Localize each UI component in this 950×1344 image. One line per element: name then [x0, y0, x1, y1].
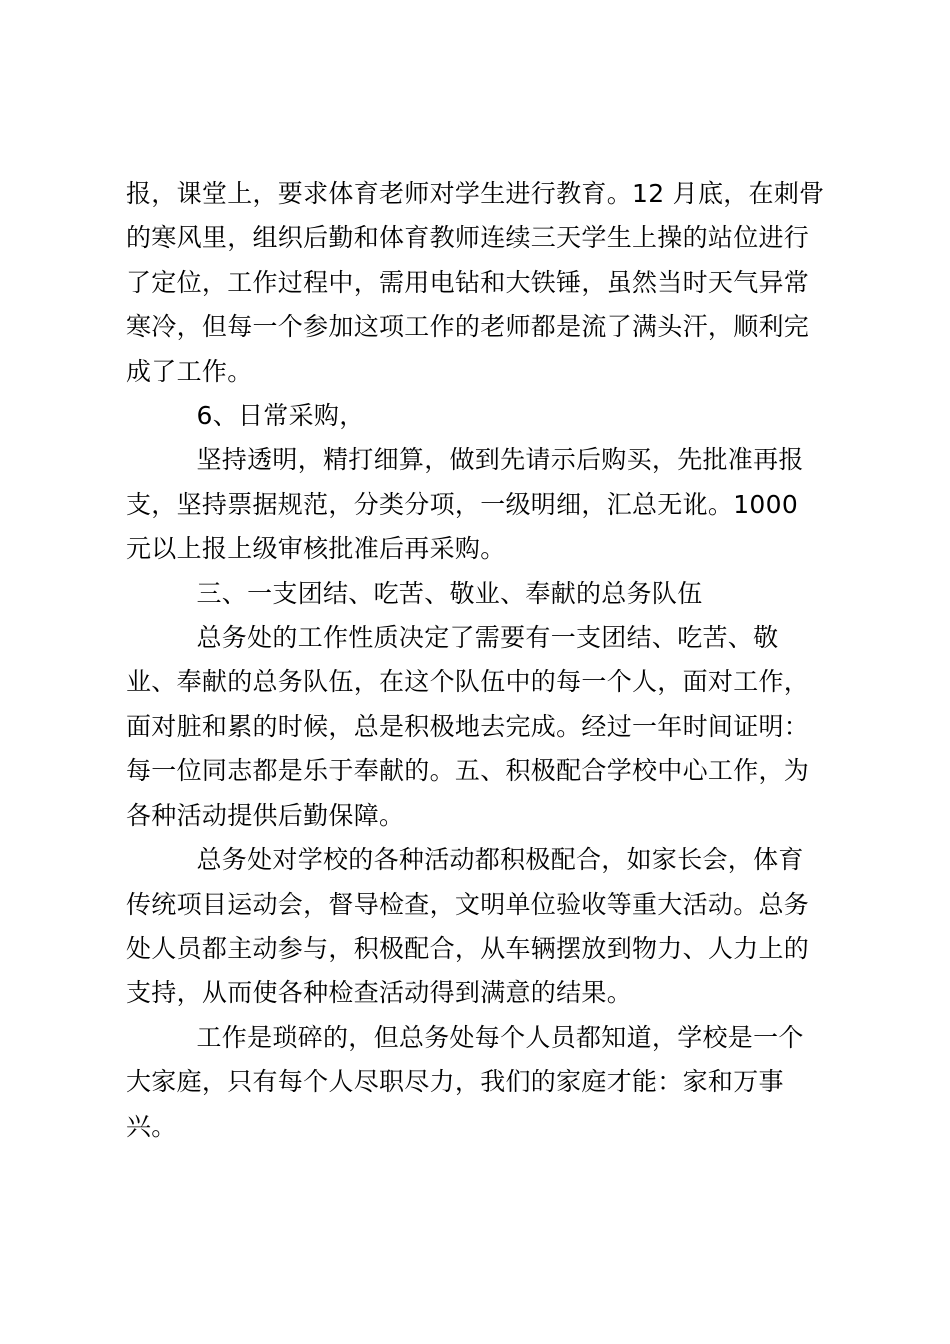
- document-page: [126, 172, 826, 1149]
- heading-team: 三、一支团结、吃苦、敬业、奉献的总务队伍: [196, 578, 703, 608]
- paragraph-conclusion: 工作是琐碎的，但总务处每个人员都知道，学校是一个大家庭，只有每个人尽职尽力，我们的家庭才能：家和万事兴。: [126, 1022, 804, 1141]
- paragraph-team: 总务处的工作性质决定了需要有一支团结、吃苦、敬业、奉献的总务队伍，在这个队伍中的每一个人，面对工作，面对脏和累的时候，总是积极地去完成。经过一年时间证明：每一位同志都是乐于奉献的。五、积极配合学校中心工作，为各种活动提供后勤保障。: [126, 623, 810, 830]
- paragraph-continuation: 报，课堂上，要求体育老师对学生进行教育。12 月底，在刺骨的寒风里，组织后勤和体育教师连续三天学生上操的站位进行了定位，工作过程中，需用电钻和大铁锤，虽然当时天气异常寒冷，但每一个参加这项工作的老师都是流了满头汗，顺利完成了工作。: [126, 179, 825, 386]
- paragraph-purchasing: 坚持透明，精打细算，做到先请示后购买，先批准再报支，坚持票据规范，分类分项，一级明细，汇总无讹。1000 元以上报上级审核批准后再采购。: [126, 445, 804, 564]
- heading-daily-purchasing: 6、日常采购，: [196, 401, 365, 431]
- paragraph-activities: 总务处对学校的各种活动都积极配合，如家长会，体育传统项目运动会，督导检查，文明单位验收等重大活动。总务处人员都主动参与，积极配合，从车辆摆放到物力、人力上的支持，从而使各种检查活动得到满意的结果。: [126, 845, 810, 1008]
